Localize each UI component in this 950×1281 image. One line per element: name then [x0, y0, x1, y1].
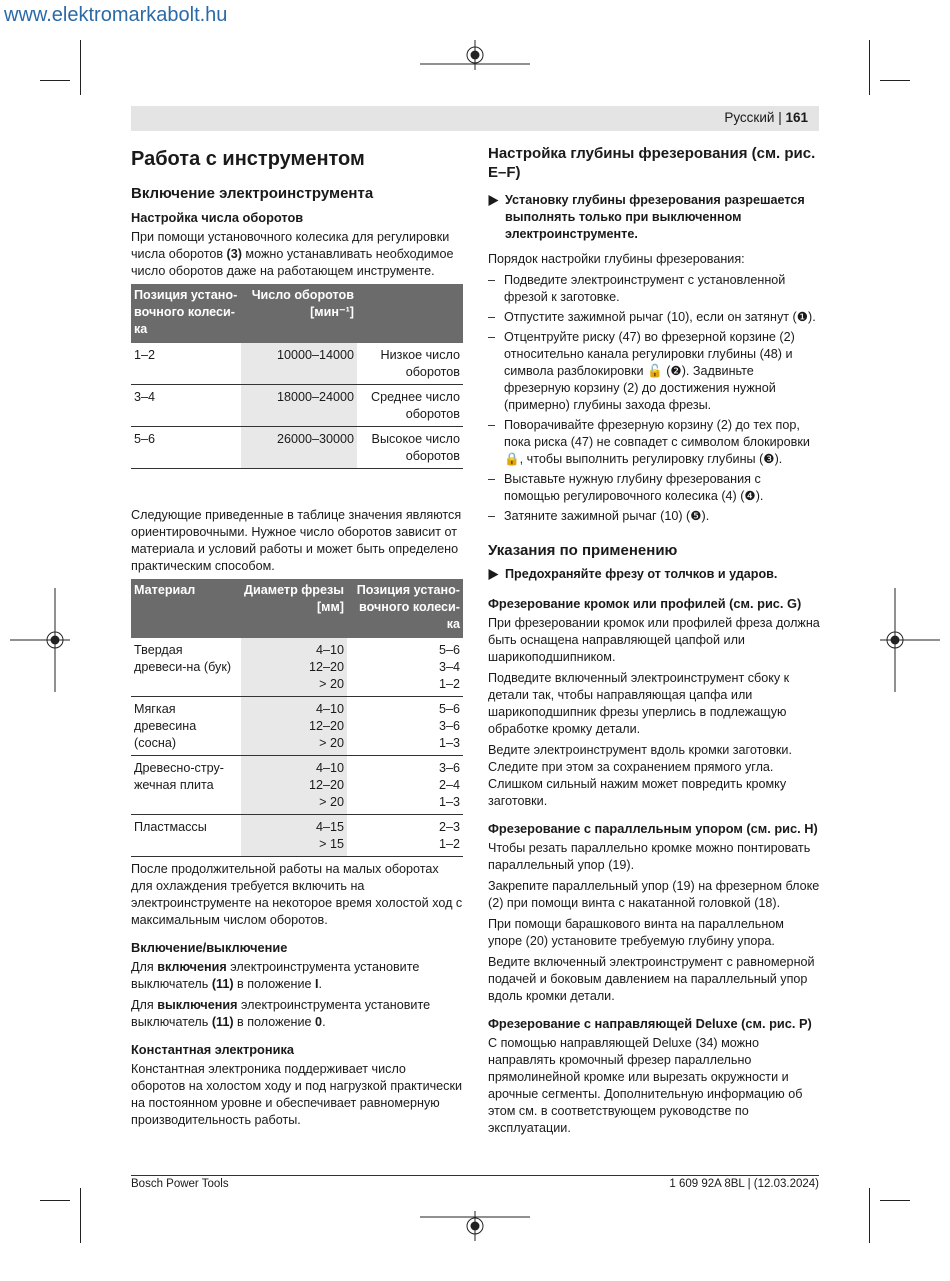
material-table-header: Материал: [131, 579, 241, 638]
material-table: [131, 579, 463, 857]
crop-mark: [80, 1188, 81, 1243]
table-row: [131, 697, 463, 756]
on-off-heading: Включение/выключение: [131, 940, 288, 955]
page-number: 161: [785, 110, 808, 125]
table-cell: Низкое число оборотов: [357, 343, 463, 385]
table-cell: 2–3 1–2: [347, 815, 463, 857]
table-cell: Среднее число оборотов: [357, 385, 463, 427]
registration-mark-top: [420, 40, 530, 70]
registration-mark-left: [10, 588, 70, 692]
depth-warning: Установку глубины фрезерования разрешается выполнять только при выключенном электроинструменте.: [488, 192, 820, 243]
parallel-guide-text-1: Чтобы резать параллельно кромке можно понтировать параллельный упор (19).: [488, 841, 811, 872]
table-cell: 3–4: [131, 385, 241, 427]
table-cell: 4–10 12–20 > 20: [241, 697, 347, 756]
footer-doc-number: 1 609 92A 8BL | (12.03.2024): [669, 1178, 819, 1190]
crop-mark: [880, 80, 910, 81]
edge-routing-text-2: Подведите включенный электроинструмент сбоку к детали так, чтобы направляющая цапфа или шарикоподшипник фрезы уперлись в подлежащую обработке кромку детали.: [488, 671, 790, 736]
speed-setting-text: При помощи установочного колесика для регулировки числа оборотов (3) можно устанавливать необходимое число оборотов даже на работающем инструменте.: [131, 230, 454, 278]
edge-routing-text-1: При фрезеровании кромок или профилей фреза должна быть оснащена направляющей цапфой или шарикоподшипником.: [488, 616, 820, 664]
table-note: Следующие приведенные в таблице значения являются ориентировочными. Нужное число оборотов зависит от материала и условий работы и может быть определено практическим способом.: [131, 508, 462, 573]
registration-mark-right: [880, 588, 940, 692]
table-cell: Древесно-стру-жечная плита: [131, 756, 241, 815]
table-cell: 18000–24000: [241, 385, 357, 427]
material-table-header: Позиция устано-вочного колеси-ка: [347, 579, 463, 638]
page-header: [724, 110, 808, 125]
after-table-text: После продолжительной работы на малых оборотах для охлаждения требуется включить на электроинструменте на некоторое время холостой ход с максимальным числом оборотов.: [131, 862, 463, 927]
switch-on-text: Для включения электроинструмента установите выключатель (11) в положение I.: [131, 960, 420, 991]
registration-mark-bottom: [420, 1211, 530, 1241]
edge-routing-heading: Фрезерование кромок или профилей (см. рис. G): [488, 596, 802, 611]
header-language: Русский: [724, 110, 775, 125]
constant-electronics-heading: Константная электроника: [131, 1042, 294, 1057]
right-column: [488, 144, 820, 1141]
table-row: [131, 343, 463, 385]
warning-triangle-icon: [488, 569, 499, 580]
parallel-guide-heading: Фрезерование с параллельным упором (см. рис. H): [488, 821, 818, 836]
table-cell: 10000–14000: [241, 343, 357, 385]
deluxe-guide-heading: Фрезерование с направляющей Deluxe (см. рис. P): [488, 1016, 812, 1031]
table-row: [131, 756, 463, 815]
deluxe-guide-text: С помощью направляющей Deluxe (34) можно направлять кромочный фрезер параллельно прямолинейной кромке или вырезать окружности и арочные сегменты. Дополнительную информацию об этом см. в соответствующем руководстве по эксплуатации.: [488, 1036, 803, 1135]
material-table-header: Диаметр фрезы [мм]: [241, 579, 347, 638]
table-cell: 5–6 3–6 1–3: [347, 697, 463, 756]
list-item: – Выставьте нужную глубину фрезерования с помощью регулировочного колесика (4) (❹).: [488, 471, 820, 505]
left-column: [131, 144, 463, 1133]
speed-table: [131, 284, 463, 469]
switch-on-heading: Включение электроинструмента: [131, 185, 374, 202]
speed-table-header: [357, 284, 463, 343]
table-cell: 1–2: [131, 343, 241, 385]
table-cell: 26000–30000: [241, 427, 357, 469]
parallel-guide-text-2: Закрепите параллельный упор (19) на фрезерном блоке (2) при помощи винта с накатанной головкой (18).: [488, 879, 820, 910]
list-item: – Затяните зажимной рычаг (10) (❺).: [488, 508, 820, 525]
crop-mark: [869, 1188, 870, 1243]
switch-off-text: Для выключения электроинструмента установите выключатель (11) в положение 0.: [131, 998, 431, 1029]
header-bar: [131, 106, 819, 131]
usage-heading: Указания по применению: [488, 542, 678, 559]
list-item: – Отцентруйте риску (47) во фрезерной корзине (2) относительно канала регулировки глубины (48) и символа разблокировки 🔓 (❷). Задвиньте фрезерную корзину (2) до достижения нужной (примерно) глубины захода фрезы.: [488, 329, 820, 414]
table-cell: Пластмассы: [131, 815, 241, 857]
crop-mark: [80, 40, 81, 95]
depth-steps-list: [488, 272, 820, 525]
table-row: [131, 638, 463, 697]
table-cell: Твердая древеси-на (бук): [131, 638, 241, 697]
table-row: [131, 385, 463, 427]
depth-order-text: Порядок настройки глубины фрезерования:: [488, 252, 745, 266]
table-cell: Высокое число оборотов: [357, 427, 463, 469]
speed-setting-heading: Настройка числа оборотов: [131, 210, 304, 225]
table-cell: 3–6 2–4 1–3: [347, 756, 463, 815]
table-cell: Мягкая древесина (сосна): [131, 697, 241, 756]
site-url[interactable]: www.elektromarkabolt.hu: [4, 4, 228, 26]
table-cell: 4–10 12–20 > 20: [241, 638, 347, 697]
section-title: Работа с инструментом: [131, 148, 365, 170]
crop-mark: [40, 1200, 70, 1201]
parallel-guide-text-4: Ведите включенный электроинструмент с равномерной подачей и боковым давлением на параллельный упор вдоль кромки детали.: [488, 955, 815, 1003]
table-cell: 4–10 12–20 > 20: [241, 756, 347, 815]
speed-table-header: Позиция устано-вочного колеси-ка: [131, 284, 241, 343]
table-row: [131, 815, 463, 857]
depth-heading: Настройка глубины фрезерования (см. рис. E–F): [488, 145, 816, 181]
table-cell: 5–6: [131, 427, 241, 469]
list-item: – Поворачивайте фрезерную корзину (2) до тех пор, пока риска (47) не совпадет с символом блокировки 🔒, чтобы выполнить регулировку глубины (❸).: [488, 417, 820, 468]
footer-brand: Bosch Power Tools: [131, 1178, 229, 1190]
footer-rule: [131, 1175, 819, 1176]
crop-mark: [880, 1200, 910, 1201]
table-row: [131, 427, 463, 469]
crop-mark: [869, 40, 870, 95]
list-item: – Подведите электроинструмент с установленной фрезой к заготовке.: [488, 272, 820, 306]
speed-table-header: Число оборотов [мин⁻¹]: [241, 284, 357, 343]
header-separator: |: [778, 110, 782, 125]
warning-triangle-icon: [488, 195, 499, 206]
usage-warning: Предохраняйте фрезу от толчков и ударов.: [488, 566, 820, 583]
edge-routing-text-3: Ведите электроинструмент вдоль кромки заготовки. Следите при этом за сохранением прямого угла. Слишком сильный нажим может повредить кромку заготовки.: [488, 743, 792, 808]
table-cell: 4–15 > 15: [241, 815, 347, 857]
crop-mark: [40, 80, 70, 81]
list-item: – Отпустите зажимной рычаг (10), если он затянут (❶).: [488, 309, 820, 326]
table-cell: 5–6 3–4 1–2: [347, 638, 463, 697]
parallel-guide-text-3: При помощи барашкового винта на параллельном упоре (20) установите требуемую глубину упора.: [488, 917, 784, 948]
constant-electronics-text: Константная электроника поддерживает число оборотов на холостом ходу и под нагрузкой практически на постоянном уровне и обеспечивает равномерную производительность работы.: [131, 1062, 463, 1127]
